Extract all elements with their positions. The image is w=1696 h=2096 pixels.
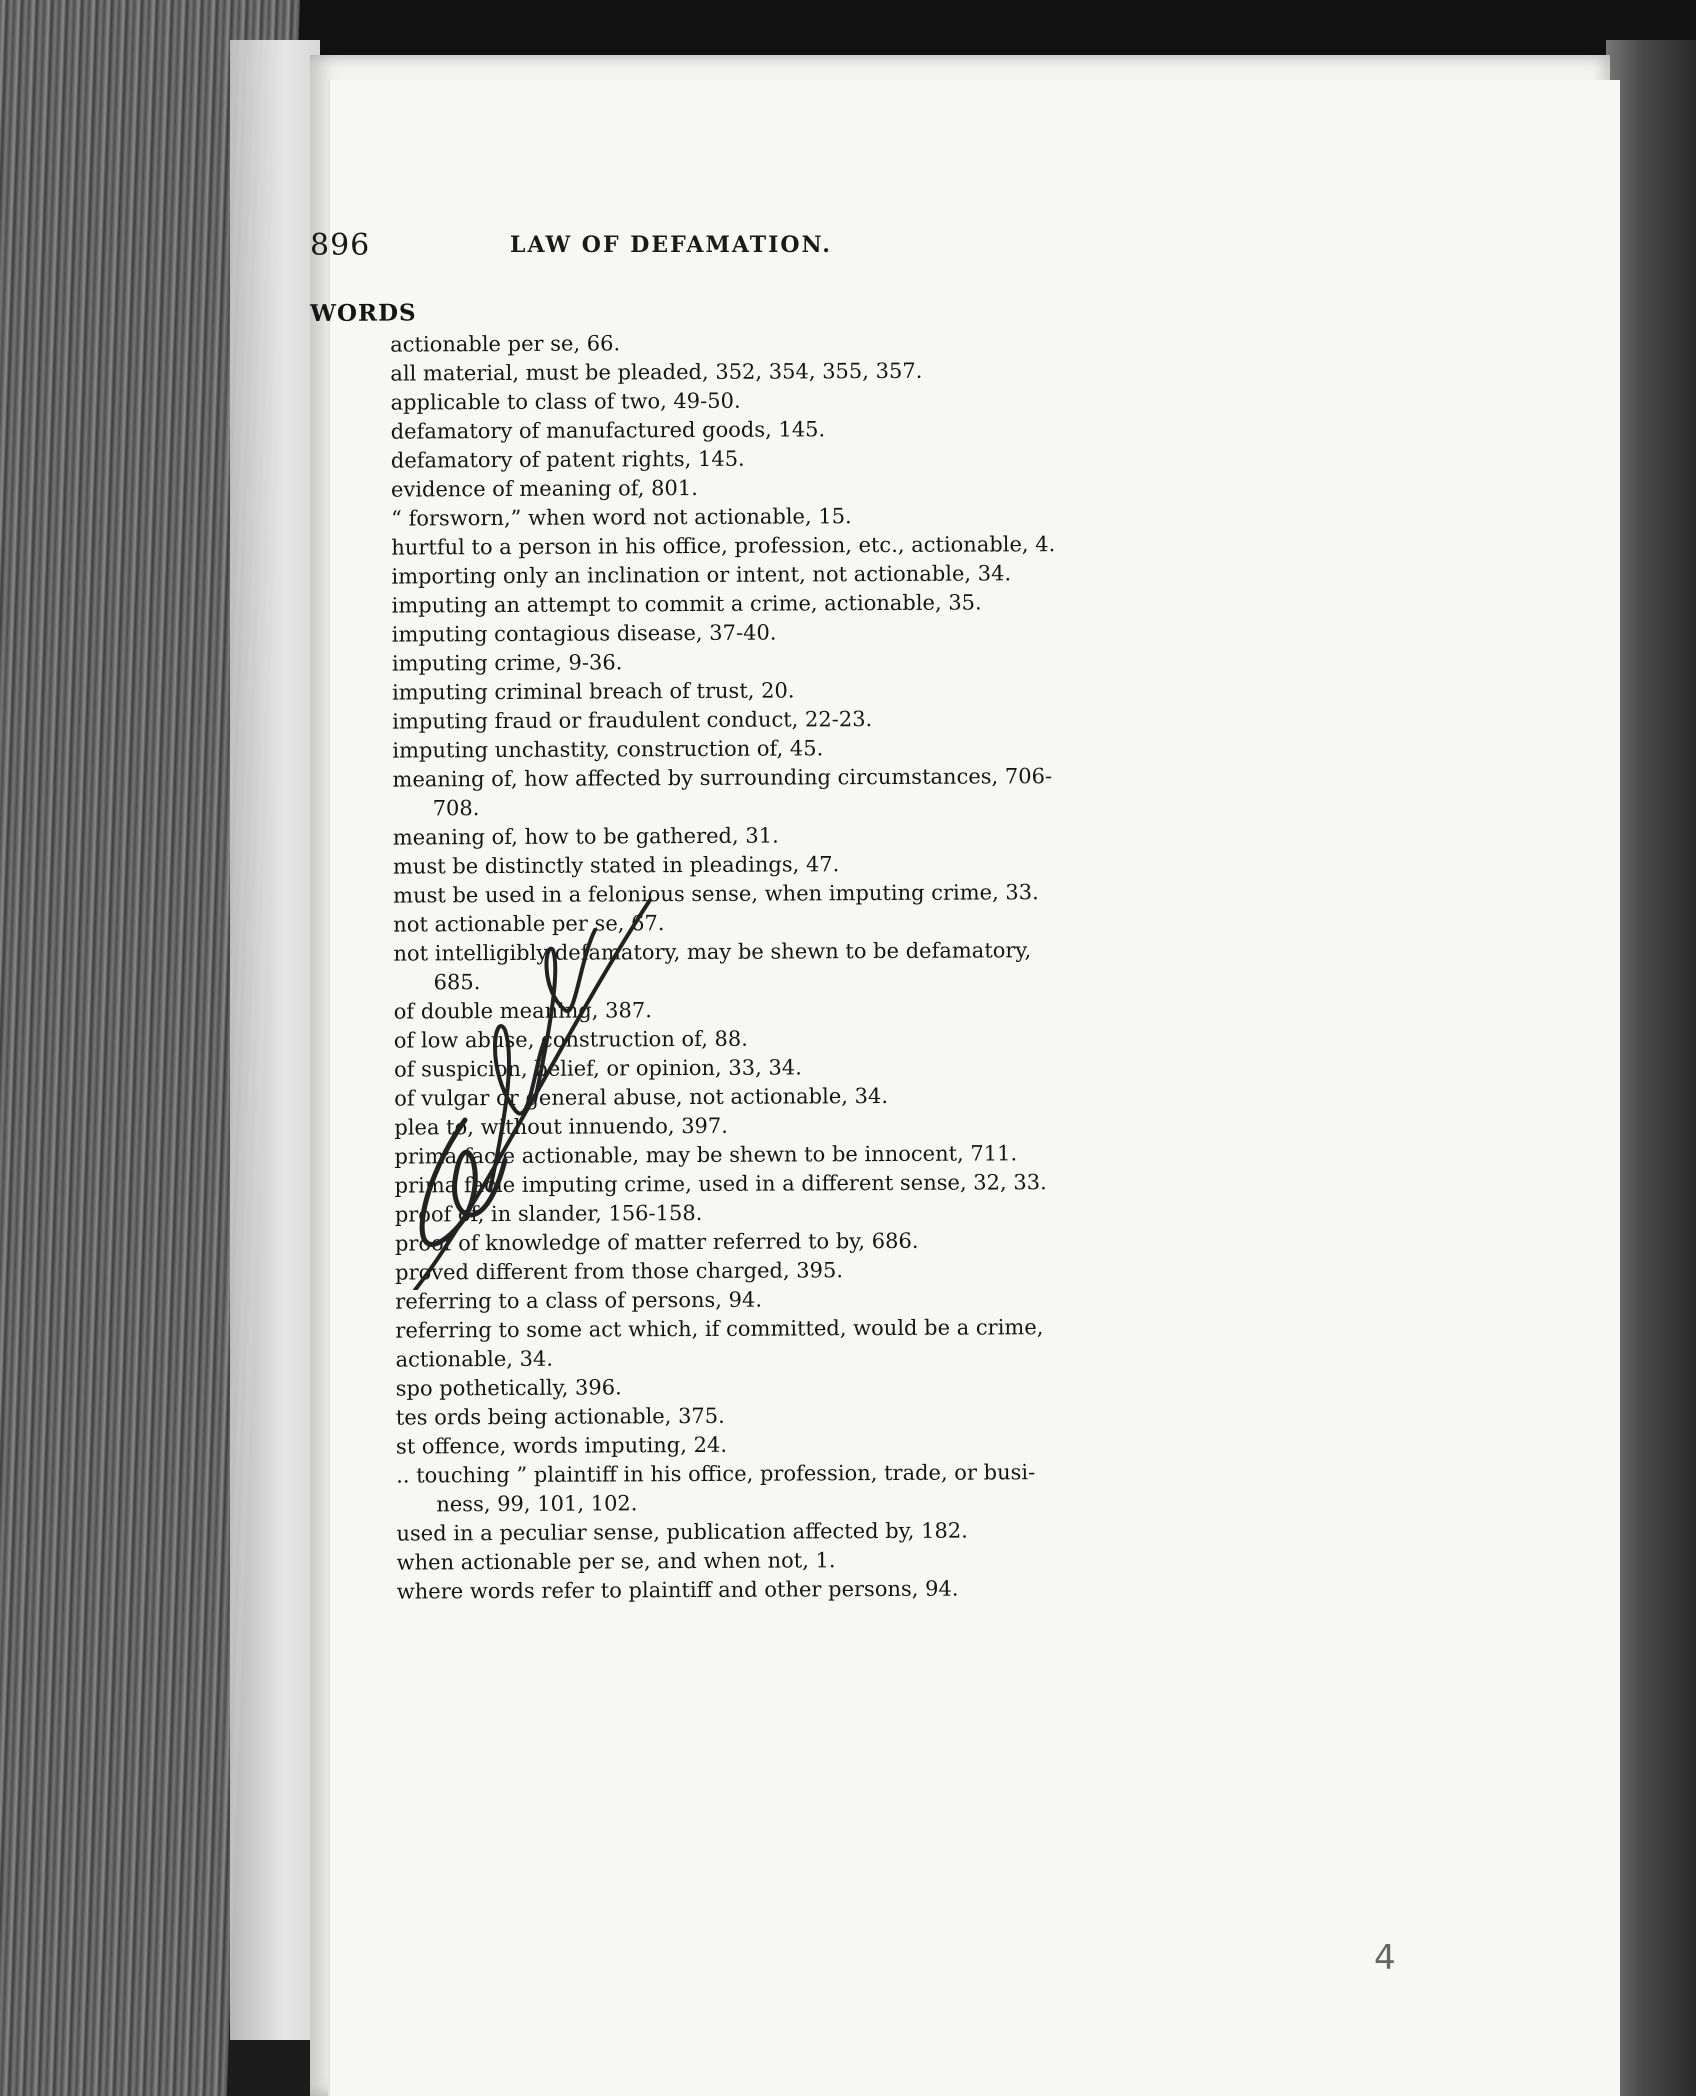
index-entry: [310, 384, 1190, 418]
index-entry: [316, 1370, 1196, 1404]
index-entry: [316, 1399, 1196, 1433]
index-entry-continuation: 685.: [433, 970, 481, 995]
index-entry-text: imputing contagious disease, 37-40.: [391, 620, 777, 647]
book-gutter: [230, 40, 320, 2040]
index-entry-text: tes ords being actionable, 375.: [395, 1403, 725, 1430]
index-entry: [310, 326, 1190, 360]
index-entry-text: importing only an inclination or intent, not actionable, 34.: [391, 561, 1012, 589]
index-entry: [316, 1515, 1196, 1549]
index-entry-text: when actionable per se, and when not, 1.: [396, 1548, 836, 1575]
index-entry: [315, 1312, 1195, 1346]
index-entry-text: proved different from those charged, 395.: [395, 1258, 844, 1285]
index-entry: [317, 1544, 1197, 1578]
running-title: LAW OF DEFAMATION.: [510, 232, 832, 258]
page-header: [310, 228, 1210, 268]
index-entry: [313, 819, 1193, 853]
index-entry-text: not intelligibly defamatory, may be shewn to be defamatory,: [393, 938, 1032, 966]
index-entry: [312, 761, 1192, 824]
index-entry: [312, 616, 1192, 650]
index-entry-text: st offence, words imputing, 24.: [395, 1432, 728, 1459]
index-entry: [317, 1573, 1197, 1607]
index-entry-text: actionable per se, 66.: [390, 331, 621, 357]
page-number: 896: [310, 228, 371, 263]
pencil-mark: 4: [1374, 1938, 1396, 1978]
index-entry-text: hurtful to a person in his office, profession, etc., actionable, 4.: [391, 532, 1056, 560]
index-entry-text: imputing fraud or fraudulent conduct, 22-23.: [392, 707, 873, 734]
index-entry-text: imputing unchastity, construction of, 45.: [392, 736, 824, 763]
index-entry-text: actionable, 34.: [395, 1346, 554, 1372]
index-entry-text: of suspicion, belief, or opinion, 33, 34.: [393, 1055, 802, 1082]
index-entry-text: all material, must be pleaded, 352, 354, 355, 357.: [390, 358, 923, 386]
index-entry-text: defamatory of manufactured goods, 145.: [390, 417, 826, 444]
index-entry-text: spo pothetically, 396.: [395, 1375, 622, 1401]
index-entry-text: proof of knowledge of matter referred to by, 686.: [394, 1228, 919, 1256]
index-entry: [312, 732, 1192, 766]
index-entry: [311, 500, 1191, 534]
index-entry: [311, 529, 1191, 563]
index-entry: [315, 1341, 1195, 1375]
index-entry: [311, 471, 1191, 505]
index-entry: [311, 442, 1191, 476]
index-heading: WORDS: [310, 299, 417, 327]
index-entry-text: meaning of, how to be gathered, 31.: [392, 823, 779, 850]
index-entry-text: of vulgar or general abuse, not actionable, 34.: [394, 1083, 889, 1111]
index-entry: [316, 1428, 1196, 1462]
index-entry: [310, 355, 1190, 389]
index-entry-text: referring to a class of persons, 94.: [395, 1287, 763, 1314]
index-entry-text: where words refer to plaintiff and other persons, 94.: [396, 1576, 959, 1604]
index-entry-text: of double meaning, 387.: [393, 998, 652, 1024]
index-entry-text: prima facie imputing crime, used in a different sense, 32, 33.: [394, 1170, 1047, 1198]
index-entry-text: used in a peculiar sense, publication affected by, 182.: [396, 1518, 968, 1546]
index-entry-text: plea to, without innuendo, 397.: [394, 1113, 728, 1140]
index-entry: [312, 674, 1192, 708]
index-entry-text: defamatory of patent rights, 145.: [390, 446, 745, 473]
index-entry-text: .. touching ” plaintiff in his office, profession, trade, or busi-: [396, 1460, 1036, 1488]
index-entry-text: applicable to class of two, 49-50.: [390, 388, 741, 415]
index-entry: [312, 587, 1192, 621]
index-entry: [311, 558, 1191, 592]
index-entry-text: must be distinctly stated in pleadings, 47.: [392, 852, 840, 879]
index-entry-text: meaning of, how affected by surrounding circumstances, 706-: [392, 764, 1053, 792]
index-entry: [316, 1457, 1196, 1520]
index-entry: [312, 645, 1192, 679]
index-entry-text: referring to some act which, if committed, would be a crime,: [395, 1315, 1044, 1343]
index-entry: [312, 703, 1192, 737]
index-entry-text: proof of, in slander, 156-158.: [394, 1200, 703, 1227]
index-entry-text: not actionable per se, 67.: [393, 911, 665, 937]
index-entry-text: imputing criminal breach of trust, 20.: [391, 678, 795, 705]
index-entry-continuation: 708.: [432, 796, 480, 821]
index-entry-text: must be used in a felonious sense, when imputing crime, 33.: [393, 880, 1039, 908]
index-entry-text: imputing an attempt to commit a crime, actionable, 35.: [391, 590, 982, 618]
index-entry-text: evidence of meaning of, 801.: [390, 475, 698, 502]
index-entry: [311, 413, 1191, 447]
index-entry-text: imputing crime, 9-36.: [391, 650, 623, 676]
index-entry-text: prima facie actionable, may be shewn to be innocent, 711.: [394, 1141, 1018, 1169]
handwritten-signature-icon: [395, 860, 675, 1290]
index-entry-continuation: ness, 99, 101, 102.: [436, 1491, 638, 1517]
index-entry-text: of low abuse, construction of, 88.: [393, 1026, 748, 1053]
index-entry-text: “ forsworn,” when word not actionable, 15.: [391, 504, 852, 531]
